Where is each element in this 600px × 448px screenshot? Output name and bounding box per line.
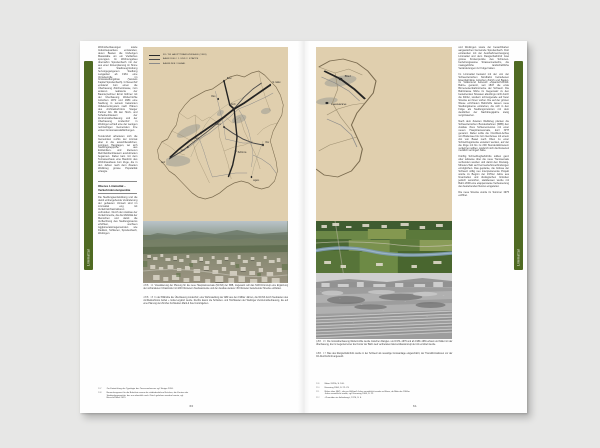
svg-text:Chur: Chur bbox=[265, 141, 270, 145]
footnote-column bbox=[98, 388, 193, 401]
photo-caption-17 bbox=[316, 353, 452, 359]
legend-label-3: BAHNLINIE / KANAL bbox=[162, 62, 186, 65]
map-legend bbox=[149, 54, 206, 65]
paragraph-3: Die Siedlungsentwicklung und die damit einhergehende Veränderung der gebauten Umwelt sind im Limmattal eng mit Verkehrsinfrastrukturen verbunden. Durch den Ausbau der Verkehrsnetze, die die Mobilität der Menschen und damit die Verflechtung des Siedlungsraums erhöhten, wuchsen Agglomerationsgemeinden wie Dietikon, Schlieren, Spreitenbach, Wettingen bbox=[98, 196, 138, 235]
map-graphic bbox=[143, 47, 288, 221]
svg-text:St. Gallen: St. Gallen bbox=[272, 81, 282, 85]
paragraph-1: und Wettingen sowie der benachbarten aargauischen Gemeinde Spreitenbach. Dort entstanden mit der Autobahnverzweigung Limmattal und dem Rangierbahnhof zwei grosse Knotenpunkte des Schienen- beziehungsweise Strassenverkehrs, die massgebliche landschaftliche Veränderungen zur Folge hatten. bbox=[458, 46, 509, 70]
caption-number: ABB. 14 bbox=[143, 285, 154, 288]
aerial-river-photo bbox=[316, 221, 452, 273]
footnote-item bbox=[316, 397, 411, 400]
chapter-tab-label: Limmattal bbox=[86, 249, 90, 266]
svg-text:Luzern: Luzern bbox=[215, 123, 222, 127]
switzerland-map-continuation bbox=[316, 47, 452, 221]
footnote-item bbox=[98, 392, 193, 400]
footnote-number: 212 bbox=[316, 397, 320, 400]
footnote-item bbox=[98, 388, 193, 391]
footnote-text: Näher über NHT-, die per 600km/h Jahre verwirklicht wurde auf Einer, ab Mitte der 1960er Jahre verwirklicht wurde, vgl. Eisenring 1964, S. 22. bbox=[324, 390, 410, 396]
footnote-text: Bemerkungswert für die Bahnlinie waren die städtebaulichen Brücken, die Zentren der Stadtanlagenpunkte, das nun ebenfalls nach Zürich gefahren werden konnte, vgl. Bürschi/Oeller 2015. bbox=[106, 391, 189, 400]
historical-aerial-graphic bbox=[316, 273, 452, 339]
caption-number: ABB. 15 bbox=[143, 297, 154, 300]
right-footnotes bbox=[303, 383, 527, 401]
aerial-town-graphic bbox=[143, 221, 288, 283]
footnote-text: Meier 2022b, S. 106. bbox=[324, 382, 345, 385]
photo-caption-16 bbox=[316, 341, 452, 347]
svg-text:Sion: Sion bbox=[180, 149, 185, 153]
photo-caption-15 bbox=[143, 297, 288, 305]
legend-line-medium-icon bbox=[149, 59, 160, 60]
footnote-number: 209 bbox=[316, 382, 320, 385]
aerial-river-graphic bbox=[316, 221, 452, 273]
svg-text:Olten: Olten bbox=[211, 95, 216, 99]
section-subheading: Oberes Limmattal – Verkehrsknotenpunkte bbox=[98, 181, 137, 194]
caption-number: ABB. 17 bbox=[316, 353, 327, 356]
svg-text:Zürich: Zürich bbox=[230, 103, 237, 107]
caption-text: Bau des Rangierbahnhofs wurde in der Schweiz als neuartige Grossanlage eingeschätzt, der Transitformationen vor der Ort-Durchschnitt angesetzt. bbox=[316, 353, 453, 359]
left-page-body bbox=[80, 47, 303, 388]
aerial-town-photo bbox=[143, 221, 288, 283]
right-text-column bbox=[458, 47, 509, 383]
svg-text:Lugano: Lugano bbox=[253, 179, 260, 183]
chapter-tab-left bbox=[84, 61, 93, 270]
left-page bbox=[80, 41, 303, 413]
legend-label-1: N1 / N3 HAUPTTRANSVERSALE (1963) bbox=[162, 54, 207, 56]
chapter-tab-label: Limmattal bbox=[516, 249, 520, 266]
photo-caption-14 bbox=[143, 285, 288, 291]
paragraph-3: Nach dem Zweiten Weltkrieg planten die Schweizerischen Bundesbahnen (SBB) den Ausbau ihres Schienennetzes mit einer neuen Haupttransversale, kurz NHT genannt. Dabei sollte die Ost-West-Achse von Bodensee bis zum Genfersee mit einem Ast von Basel nach Olten zu einer Schnellzugstrecke erweitert werden, auf der die Züge mit bis zu 200 Stundenkilometern verkehren sollten, wodurch sich die Reisezeit merklich verringert hätte. bbox=[458, 119, 509, 153]
legend-item-bahn2000 bbox=[149, 58, 206, 60]
paragraph-4: Künftig Schnellzugbahnhöfe sollten ganz oder teilweise über die neue Transversale verbunden werden und damit den Dreissig-Minuten-Takt auf Fernverkehrsverbindungen ermöglichen. Das geplante, die Grösse der Schweiz völlig neu interpretierende Projekt wurde zu Beginn der 1970er Jahre aus finanziellen und ökologischen Gründen jedoch verworfen, stattdessen wurde mit Bahn 2000 eine etappenweise Verbesserung des bestehenden Netzes eingeleitet. bbox=[458, 155, 509, 188]
svg-text:Bellinzona: Bellinzona bbox=[238, 151, 247, 155]
historical-aerial-photo bbox=[316, 273, 452, 339]
legend-label-2: BAHN 2000 / 1. UND 2. ETAPPE bbox=[162, 58, 199, 61]
folio-left: 60 bbox=[189, 404, 194, 408]
paragraph-2: Im Limmattal bestand mit der von der Schweizerischen Nordbahn betriebenen Eisenbahnlinie zwischen Zürich und Baden, im Volksmund liebevoll «Spanisch-Brötli-Bahn» genannt, seit 1847 die erste Binneneisenbahnstrecke der Schweiz. Die Bahntrasse führte im Gegensatz zu den bestehenden Strassen allerdings nicht durch die Dörfer, sondern schnurgerade auf freier Strecke an ihnen vorbei. Die auf der grünen Wiese errichteten Bahnhöfe lassen neue Siedlungskerne entstehen, die sich in den Folge als Siedlungsmotoren mit dem deutlichen der Nachkriegsjahre stetig vergrösserten. bbox=[458, 72, 509, 117]
map-continuation-graphic bbox=[316, 47, 452, 221]
legend-line-thick-icon bbox=[149, 55, 160, 56]
svg-text:Genf: Genf bbox=[161, 161, 166, 165]
legend-item-transversal bbox=[149, 54, 206, 56]
paragraph-2: Tendenziell arbeiteten sich die Gemeinden rechts der Limmat aber in die ausschliesslichen, sonnigen Hanglagen, wo sich Siedlungsteppiche aus Einfamilien- und kleineren Mehrfamilienhäusern auszubreiten begannen. Dabei kam mit dem Terrassenhaus eine Bauform des Wohnhausbaus zum Zuge, die in den Jahren nach dem Zweiten Weltkrieg grosse Popularität erlangte. bbox=[98, 134, 138, 174]
footnote-number: 207 bbox=[98, 388, 102, 391]
footnote-number: 210 bbox=[316, 386, 320, 389]
folio-right: 61 bbox=[413, 404, 417, 408]
caption-text: In der Bildmitte die Überbauung Lindenhof, eine Wohnsiedlung der ABZ aus den 1960er Jahren, die N1/N3 durch Neubauten des Architekturbüros Isobel + Isobel ergänzt wurde. Rechts davon die Schieben- und Hochbauten der Wettinger Zentrumsüberbauung, die auf eine Planung der Zürcher Architekten Marti & Koel zurückgehen. bbox=[143, 297, 288, 305]
footnote-text: «Zumutbau im Italienberg», 1976, S. 6. bbox=[324, 397, 362, 400]
right-page-body bbox=[303, 47, 527, 383]
paragraph-1: Wohnüberbauungen sowie Industriequartiere entstanden, deren Bauten die bisherigen Massstäbe um ein Vielfaches sprengten. Im Wohnungsbau übernahm Spreitenbach mit der aus einer Zonenplanung im Sinne der Stadtneugründung hervorgegangenen Siedlung Langacker ab 1961 eine Vorreiterrolle im Grosssiedlungsbau (Verweis Kapitel Spreitenbach). In Neuenhof entstand zum einen die Überbauung Zürcherstrasse, zum anderen realisierte der Baunternehmer Ernst Göhner mit der Überbauung Webermühle zwischen 1972 und 1984 eine Siedlung in seinem bekannten Vollelementsystem nach Plänen des Architekturbüros Steiger Partner AG. Mit den Hoch- und Scheibenhäusern der Zentrumsüberbauung und der Überbauung Lindenhof in Wettingen erhielt eine der wenigen rechtsufrigen Gemeinden ihre ersten Grossmassstäblichungen. bbox=[98, 46, 138, 132]
right-page bbox=[303, 41, 527, 413]
switzerland-network-map bbox=[143, 47, 288, 221]
caption-number: ABB. 16 bbox=[316, 341, 326, 344]
footnote-number: 211 bbox=[316, 390, 320, 393]
svg-text:Biel: Biel bbox=[344, 74, 351, 78]
footnote-text: Zur Entwicklung der Typologie des Terrassenhauses vgl. Steiger 2016. bbox=[106, 388, 174, 391]
footnote-item bbox=[316, 387, 411, 390]
right-media-column bbox=[316, 47, 452, 383]
footnote-number: 208 bbox=[98, 392, 102, 395]
footnote-item bbox=[316, 383, 411, 386]
footnote-column bbox=[316, 383, 411, 401]
left-media-column bbox=[143, 47, 288, 388]
svg-text:Bern: Bern bbox=[195, 137, 200, 141]
legend-line-thin-icon bbox=[149, 63, 160, 64]
paragraph-5: Die neue Strecke wurde im Sommer 1975 eröffnet. bbox=[458, 190, 509, 197]
footnote-text: Eisenring 1964, S. 22–23. bbox=[324, 386, 350, 389]
left-footnotes bbox=[80, 388, 303, 401]
svg-text:Lausanne: Lausanne bbox=[331, 102, 347, 106]
caption-text: Visualisierung der Planung für die neue Hauptransversale (N1/N3) der SBB, insgesamt soll das N1/N3-Konzept eine Ergänzung der vorhandenen Infrastruktur mit 200 Kilometern Neubaustrecke und den Ausbau weiterer 45 Kilometer bestehender Strecke enthalten. bbox=[143, 285, 289, 291]
book-spread bbox=[80, 41, 527, 413]
left-text-column bbox=[98, 47, 137, 388]
legend-item-railline bbox=[149, 63, 206, 65]
footnote-item bbox=[316, 391, 411, 396]
svg-text:Basel: Basel bbox=[227, 77, 232, 81]
caption-text: Die Grossüberbauung Webermühle wurde zwischen Rangier- und 1974–1979 und ab 1980–1981 erbaut und bildet mit der Überbauung, die im Gegenteil einer die Kontur der Bahn weit verbreiteten Elementbaukonzept der AG ermittelt wurde. bbox=[316, 341, 453, 347]
chapter-tab-right bbox=[514, 61, 523, 270]
